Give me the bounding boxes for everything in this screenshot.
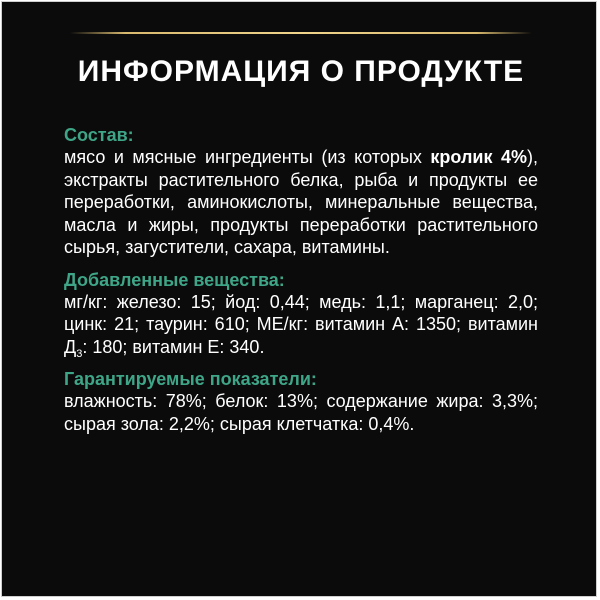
composition-heading: Состав:	[64, 125, 134, 145]
guaranteed-heading: Гарантируемые показатели:	[64, 369, 317, 389]
guaranteed-text: влажность: 78%; белок: 13%; содержание жира: 3,3%; сырая зола: 2,2%; сырая клетчатка: 0,4%.	[64, 391, 538, 434]
vitamin-d-subscript: 3	[76, 347, 83, 360]
composition-section	[64, 124, 538, 259]
additives-text	[64, 291, 538, 359]
guaranteed-section	[64, 368, 538, 435]
composition-highlight: кролик 4%	[430, 147, 528, 167]
product-info-panel	[1, 1, 597, 597]
additives-text-start: мг/кг: железо: 15; йод: 0,44; медь: 1,1; марганец: 2,0; цинк: 21; таурин: 610; МЕ/кг: витамин А: 1350; витамин Д	[64, 291, 538, 357]
page-title: ИНФОРМАЦИЯ О ПРОДУКТЕ	[77, 55, 525, 88]
additives-heading: Добавленные вещества:	[64, 269, 285, 290]
additives-section	[64, 269, 538, 359]
composition-text	[64, 146, 538, 259]
additives-text-end: : 180; витамин Е: 340.	[82, 336, 265, 357]
gold-divider-line	[70, 32, 532, 34]
composition-text-start: мясо и мясные ингредиенты (из которых	[64, 147, 431, 167]
product-info-content	[64, 124, 538, 445]
composition-text-end: ), экстракты растительного белка, рыба и продукты ее переработки, аминокислоты, минеральные вещества, масла и жиры, продукты переработки растительного сырья, загустители, сахара, витамины.	[64, 147, 539, 257]
